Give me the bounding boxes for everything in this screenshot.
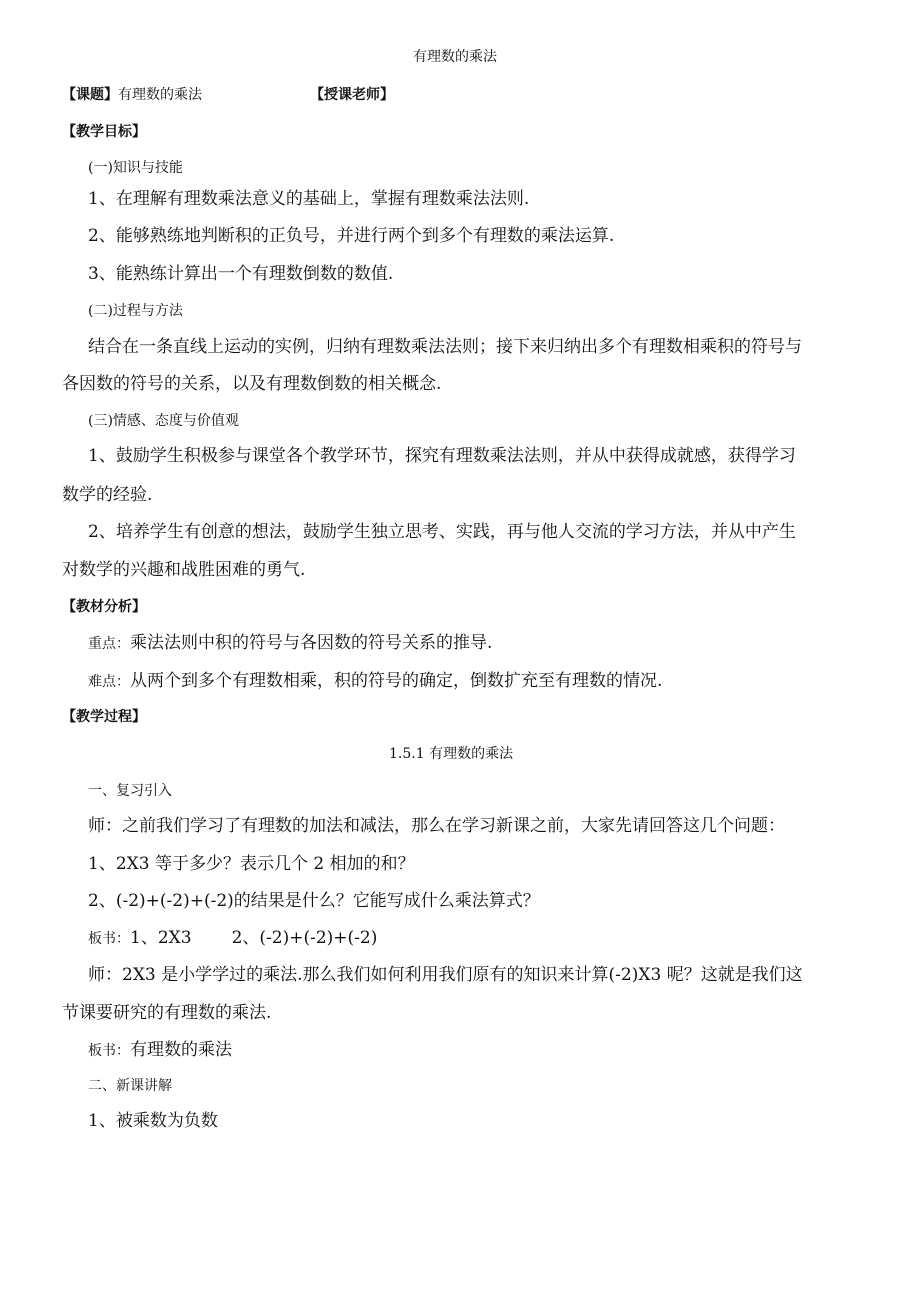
- key-point-label: 重点：: [88, 636, 130, 652]
- teacher-2-line-1: 师：2X3 是小学学过的乘法.那么我们如何利用我们原有的知识来计算(-2)X3 呢？这就是我们这: [88, 965, 803, 985]
- review-heading: 一、复习引入: [88, 783, 172, 799]
- lesson-title: 1.5.1 有理数的乘法: [389, 746, 514, 762]
- knowledge-item-2: 2、能够熟练地判断积的正负号，并进行两个到多个有理数的乘法运算.: [88, 226, 615, 246]
- analysis-heading: 【教材分析】: [62, 599, 146, 615]
- board-item-2: 2、(-2)+(-2)+(-2): [231, 928, 378, 948]
- new-lesson-heading: 二、新课讲解: [88, 1078, 172, 1094]
- process-para-line-1: 结合在一条直线上运动的实例，归纳有理数乘法法则；接下来归纳出多个有理数相乘积的符号与: [88, 337, 802, 357]
- board-item-1: 1、2X3: [130, 928, 192, 948]
- difficulty-row: [88, 673, 662, 690]
- teacher-2-line-2: 节课要研究的有理数的乘法.: [62, 1003, 272, 1023]
- knowledge-heading: (一)知识与技能: [88, 160, 183, 176]
- board-row-2: [88, 1042, 232, 1059]
- key-point-row: [88, 635, 492, 652]
- question-2: 2、(-2)+(-2)+(-2)的结果是什么？它能写成什么乘法算式？: [88, 891, 540, 911]
- emotion-item-2-line-1: 2、培养学生有创意的想法，鼓励学生独立思考、实践，再与他人交流的学习方法，并从中产生: [88, 522, 796, 542]
- board-label: 板书：: [88, 931, 130, 947]
- page-title: 有理数的乘法: [413, 49, 497, 65]
- difficulty-text: 从两个到多个有理数相乘，积的符号的确定，倒数扩充至有理数的情况.: [130, 671, 663, 691]
- teacher-intro-line: 师：之前我们学习了有理数的加法和减法，那么在学习新课之前，大家先请回答这几个问题：: [88, 816, 785, 836]
- process-para-line-2: 各因数的符号的关系，以及有理数倒数的相关概念.: [62, 374, 442, 394]
- topic-row: [62, 88, 202, 102]
- teacher-label: 【授课老师】: [310, 87, 394, 103]
- difficulty-label: 难点：: [88, 674, 130, 690]
- board-2-text: 有理数的乘法: [130, 1040, 232, 1060]
- goals-heading: 【教学目标】: [62, 124, 146, 140]
- knowledge-item-1: 1、在理解有理数乘法意义的基础上，掌握有理数乘法法则.: [88, 189, 530, 209]
- topic-value: 有理数的乘法: [118, 87, 202, 103]
- knowledge-item-3: 3、能熟练计算出一个有理数倒数的数值.: [88, 264, 394, 284]
- emotion-heading: (三)情感、态度与价值观: [88, 413, 239, 429]
- board-2-label: 板书：: [88, 1043, 130, 1059]
- emotion-item-1-line-2: 数学的经验.: [62, 485, 153, 505]
- board-row-1: [88, 930, 377, 947]
- process-heading: (二)过程与方法: [88, 303, 183, 319]
- question-1: 1、2X3 等于多少？表示几个 2 相加的和？: [88, 854, 415, 874]
- key-point-text: 乘法法则中积的符号与各因数的符号关系的推导.: [130, 633, 493, 653]
- emotion-item-1-line-1: 1、鼓励学生积极参与课堂各个教学环节，探究有理数乘法法则，并从中获得成就感，获得学习: [88, 446, 796, 466]
- topic-label: 【课题】: [62, 87, 118, 103]
- emotion-item-2-line-2: 对数学的兴趣和战胜困难的勇气.: [62, 560, 306, 580]
- new-lesson-item-1: 1、被乘数为负数: [88, 1111, 218, 1131]
- teaching-process-heading: 【教学过程】: [62, 709, 146, 725]
